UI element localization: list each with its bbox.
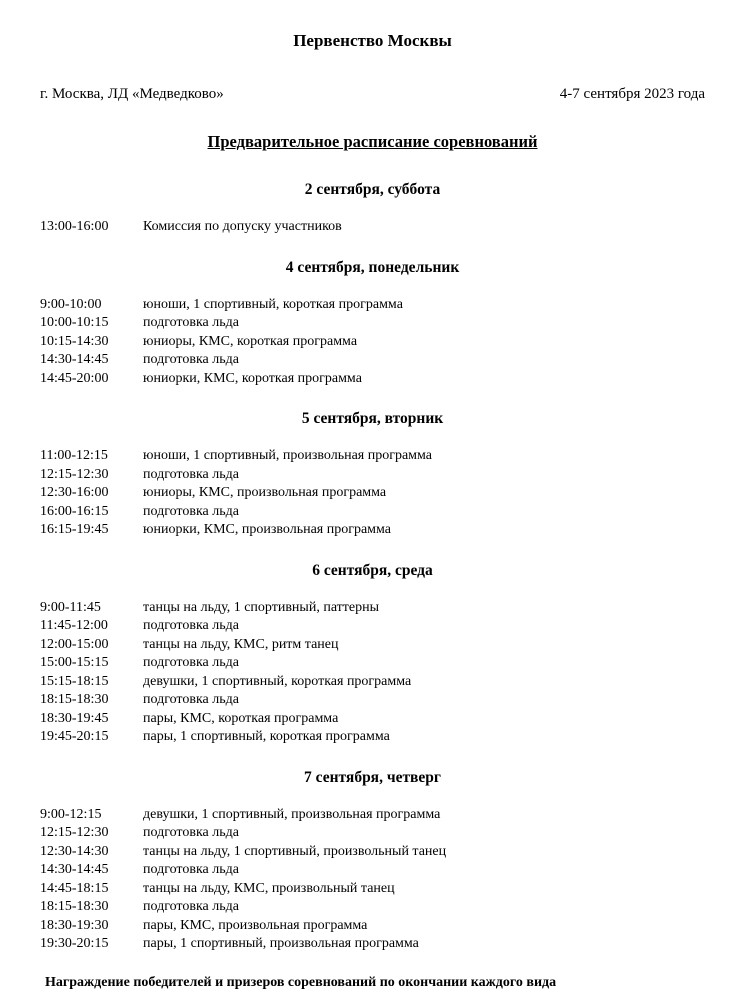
event-row (40, 880, 705, 899)
event-row (40, 861, 705, 880)
event-time: 18:15-18:30 (40, 692, 109, 707)
event-row (40, 824, 705, 843)
day-events (40, 218, 705, 237)
event-description: пары, 1 спортивный, произвольная программа (143, 936, 419, 951)
day-section (40, 409, 705, 540)
event-description: танцы на льду, КМС, ритм танец (143, 636, 339, 652)
day-heading: 6 сентября, среда (312, 561, 433, 579)
event-time: 14:45-20:00 (40, 370, 109, 386)
event-time: 15:15-18:15 (40, 673, 109, 689)
event-time: 11:45-12:00 (40, 618, 108, 633)
event-description: Комиссия по допуску участников (143, 219, 342, 234)
event-description: девушки, 1 спортивный, произвольная программа (143, 806, 441, 822)
event-time: 15:00-15:15 (40, 655, 109, 670)
day-section (40, 561, 705, 747)
event-description: подготовка льда (143, 466, 239, 482)
event-description: пары, 1 спортивный, короткая программа (143, 729, 390, 744)
event-time: 18:15-18:30 (40, 899, 109, 914)
event-description: подготовка льда (143, 899, 239, 914)
document-title: Первенство Москвы (293, 31, 452, 50)
event-time: 9:00-11:45 (40, 599, 101, 615)
event-time: 10:00-10:15 (40, 315, 109, 330)
event-row (40, 351, 705, 370)
event-row (40, 728, 705, 747)
event-description: подготовка льда (143, 503, 239, 519)
event-row (40, 218, 705, 237)
event-time: 12:30-14:30 (40, 843, 109, 859)
event-time: 10:15-14:30 (40, 333, 109, 349)
event-row (40, 503, 705, 522)
venue-text: г. Москва, ЛД «Медведково» (40, 86, 224, 102)
event-row (40, 843, 705, 862)
day-heading: 7 сентября, четверг (304, 768, 441, 786)
event-time: 14:45-18:15 (40, 880, 109, 896)
event-description: подготовка льда (143, 315, 239, 330)
event-row (40, 314, 705, 333)
event-description: юниоры, КМС, короткая программа (143, 333, 358, 349)
event-description: подготовка льда (143, 655, 239, 670)
event-description: подготовка льда (143, 825, 239, 840)
event-row (40, 333, 705, 352)
event-row (40, 296, 705, 315)
event-row (40, 935, 705, 954)
event-time: 12:00-15:00 (40, 636, 109, 652)
schedule (40, 180, 705, 954)
awards-note: Награждение победителей и призеров соревнований по окончании каждого вида (45, 974, 557, 990)
day-section (40, 258, 705, 389)
event-description: танцы на льду, КМС, произвольный танец (143, 880, 395, 896)
event-description: пары, КМС, короткая программа (143, 710, 339, 726)
event-description: подготовка льда (143, 352, 239, 367)
event-description: подготовка льда (143, 692, 239, 707)
schedule-title: Предварительное расписание соревнований (207, 132, 538, 151)
event-description: танцы на льду, 1 спортивный, паттерны (143, 599, 380, 615)
event-time: 12:15-12:30 (40, 466, 109, 482)
event-description: юноши, 1 спортивный, произвольная программа (143, 448, 433, 463)
event-description: подготовка льда (143, 618, 239, 633)
event-row (40, 710, 705, 729)
event-row (40, 521, 705, 540)
event-description: юноши, 1 спортивный, короткая программа (143, 296, 403, 312)
day-heading: 4 сентября, понедельник (285, 258, 460, 276)
day-events (40, 296, 705, 389)
day-heading: 5 сентября, вторник (301, 410, 444, 427)
event-row (40, 484, 705, 503)
event-row (40, 654, 705, 673)
event-time: 9:00-12:15 (40, 806, 102, 822)
day-heading: 2 сентября, суббота (304, 181, 441, 198)
event-row (40, 917, 705, 936)
event-row (40, 806, 705, 825)
day-events (40, 447, 705, 540)
event-row (40, 466, 705, 485)
day-section (40, 768, 705, 954)
event-description: юниорки, КМС, короткая программа (143, 370, 362, 386)
event-description: юниорки, КМС, произвольная программа (143, 522, 392, 537)
event-time: 9:00-10:00 (40, 296, 102, 312)
event-row (40, 636, 705, 655)
event-time: 14:30-14:45 (40, 352, 109, 367)
event-time: 19:45-20:15 (40, 729, 109, 744)
event-description: пары, КМС, произвольная программа (143, 917, 368, 933)
event-row (40, 673, 705, 692)
event-time: 19:30-20:15 (40, 936, 109, 951)
event-time: 16:15-19:45 (40, 522, 109, 537)
day-section (40, 180, 705, 237)
event-description: девушки, 1 спортивный, короткая программа (143, 673, 412, 689)
event-time: 12:15-12:30 (40, 825, 109, 840)
event-row (40, 617, 705, 636)
day-events (40, 599, 705, 747)
event-row (40, 370, 705, 389)
meta-row (40, 84, 705, 104)
event-row (40, 599, 705, 618)
event-description: подготовка льда (143, 862, 239, 877)
event-time: 18:30-19:30 (40, 917, 109, 933)
event-time: 18:30-19:45 (40, 710, 109, 726)
event-description: юниоры, КМС, произвольная программа (143, 485, 387, 500)
event-time: 11:00-12:15 (40, 448, 108, 463)
event-time: 12:30-16:00 (40, 485, 109, 500)
event-row (40, 691, 705, 710)
date-range-text: 4-7 сентября 2023 года (559, 86, 705, 102)
event-time: 13:00-16:00 (40, 219, 109, 234)
event-description: танцы на льду, 1 спортивный, произвольный танец (143, 843, 447, 859)
event-row (40, 898, 705, 917)
day-events (40, 806, 705, 954)
event-row (40, 447, 705, 466)
event-time: 16:00-16:15 (40, 503, 109, 519)
event-time: 14:30-14:45 (40, 862, 109, 877)
